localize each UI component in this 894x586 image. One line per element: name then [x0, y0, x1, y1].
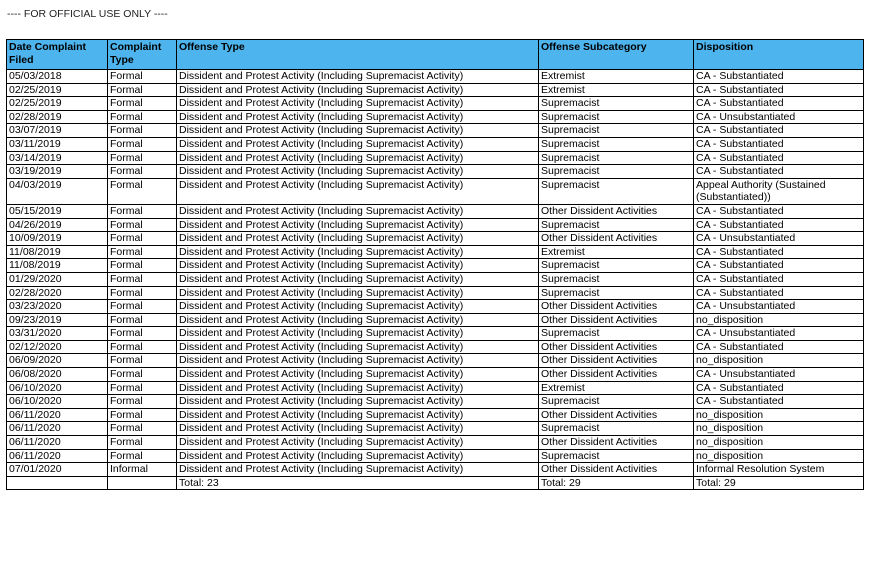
date-filed-cell: 06/10/2020: [7, 395, 108, 409]
disposition-cell: no_disposition: [694, 313, 864, 327]
offense-type-cell: Dissident and Protest Activity (Including Supremacist Activity): [177, 97, 539, 111]
offense-type-cell: Dissident and Protest Activity (Including Supremacist Activity): [177, 272, 539, 286]
table-row: [7, 340, 864, 354]
complaint-type-cell: Formal: [108, 259, 177, 273]
date-filed-cell: 03/11/2019: [7, 137, 108, 151]
complaint-type-cell: Formal: [108, 354, 177, 368]
complaint-type-cell: Formal: [108, 381, 177, 395]
complaint-type-cell: Formal: [108, 327, 177, 341]
disposition-cell: no_disposition: [694, 422, 864, 436]
offense-subcategory-cell: Other Dissident Activities: [539, 340, 694, 354]
date-filed-cell: 05/03/2018: [7, 70, 108, 84]
disposition-cell: CA - Substantiated: [694, 165, 864, 179]
complaint-type-cell: Formal: [108, 340, 177, 354]
date-filed-cell: 06/08/2020: [7, 368, 108, 382]
table-row: [7, 259, 864, 273]
offense-subcategory-cell: Supremacist: [539, 449, 694, 463]
date-filed-cell: 02/28/2020: [7, 286, 108, 300]
date-filed-cell: 06/11/2020: [7, 436, 108, 450]
header-disposition: Disposition: [694, 40, 864, 70]
complaint-type-cell: Formal: [108, 368, 177, 382]
table-row: [7, 218, 864, 232]
offense-subcategory-cell: Other Dissident Activities: [539, 368, 694, 382]
disposition-cell: no_disposition: [694, 436, 864, 450]
table-row: [7, 232, 864, 246]
offense-subcategory-cell: Supremacist: [539, 165, 694, 179]
offense-subcategory-cell: Supremacist: [539, 286, 694, 300]
table-row: [7, 272, 864, 286]
header-complaint-type: Complaint Type: [108, 40, 177, 70]
disposition-cell: CA - Unsubstantiated: [694, 327, 864, 341]
disposition-cell: CA - Substantiated: [694, 83, 864, 97]
disposition-cell: CA - Substantiated: [694, 245, 864, 259]
complaint-type-cell: Formal: [108, 70, 177, 84]
disposition-cell: Appeal Authority (Sustained (Substantiated)): [694, 178, 864, 204]
offense-subcategory-cell: Supremacist: [539, 259, 694, 273]
complaint-type-cell: Formal: [108, 83, 177, 97]
disposition-cell: CA - Substantiated: [694, 340, 864, 354]
table-row: [7, 300, 864, 314]
complaint-type-cell: Formal: [108, 395, 177, 409]
offense-type-cell: Dissident and Protest Activity (Including Supremacist Activity): [177, 178, 539, 204]
date-filed-cell: 06/09/2020: [7, 354, 108, 368]
offense-subcategory-cell: Supremacist: [539, 395, 694, 409]
date-filed-cell: 01/29/2020: [7, 272, 108, 286]
disposition-cell: CA - Substantiated: [694, 259, 864, 273]
table-row: [7, 408, 864, 422]
complaint-type-cell: Formal: [108, 124, 177, 138]
offense-type-cell: Dissident and Protest Activity (Including Supremacist Activity): [177, 137, 539, 151]
table-row: [7, 204, 864, 218]
table-row: [7, 436, 864, 450]
disposition-cell: CA - Substantiated: [694, 395, 864, 409]
date-filed-cell: 02/12/2020: [7, 340, 108, 354]
complaint-type-cell: Formal: [108, 204, 177, 218]
date-filed-cell: 06/11/2020: [7, 449, 108, 463]
table-row: [7, 422, 864, 436]
offense-type-cell: Dissident and Protest Activity (Including Supremacist Activity): [177, 436, 539, 450]
date-filed-cell: 03/23/2020: [7, 300, 108, 314]
offense-type-cell: Dissident and Protest Activity (Including Supremacist Activity): [177, 340, 539, 354]
offense-type-cell: Dissident and Protest Activity (Including Supremacist Activity): [177, 245, 539, 259]
offense-type-cell: Dissident and Protest Activity (Including Supremacist Activity): [177, 368, 539, 382]
offense-subcategory-cell: Supremacist: [539, 422, 694, 436]
disposition-cell: CA - Substantiated: [694, 272, 864, 286]
offense-subcategory-cell: Supremacist: [539, 137, 694, 151]
header-offense-subcategory: Offense Subcategory: [539, 40, 694, 70]
complaint-type-cell: Formal: [108, 449, 177, 463]
table-body: [7, 70, 864, 477]
offense-type-cell: Dissident and Protest Activity (Including Supremacist Activity): [177, 313, 539, 327]
complaint-type-cell: Formal: [108, 110, 177, 124]
offense-subcategory-cell: Supremacist: [539, 178, 694, 204]
complaint-type-cell: Formal: [108, 245, 177, 259]
table-row: [7, 327, 864, 341]
offense-type-cell: Dissident and Protest Activity (Including Supremacist Activity): [177, 232, 539, 246]
complaint-type-cell: Formal: [108, 286, 177, 300]
date-filed-cell: 03/19/2019: [7, 165, 108, 179]
offense-type-cell: Dissident and Protest Activity (Including Supremacist Activity): [177, 300, 539, 314]
date-filed-cell: 03/14/2019: [7, 151, 108, 165]
date-filed-cell: 10/09/2019: [7, 232, 108, 246]
date-filed-cell: 04/03/2019: [7, 178, 108, 204]
table-row: [7, 286, 864, 300]
header-offense-type: Offense Type: [177, 40, 539, 70]
offense-subcategory-cell: Other Dissident Activities: [539, 463, 694, 477]
complaint-type-cell: Formal: [108, 137, 177, 151]
offense-type-cell: Dissident and Protest Activity (Including Supremacist Activity): [177, 259, 539, 273]
offense-subcategory-cell: Supremacist: [539, 124, 694, 138]
offense-type-cell: Dissident and Protest Activity (Including Supremacist Activity): [177, 110, 539, 124]
offense-subcategory-cell: Supremacist: [539, 97, 694, 111]
disposition-cell: CA - Unsubstantiated: [694, 300, 864, 314]
table-row: [7, 151, 864, 165]
complaint-type-cell: Formal: [108, 165, 177, 179]
date-filed-cell: 07/01/2020: [7, 463, 108, 477]
totals-disposition-cell: Total: 29: [694, 476, 864, 490]
complaint-type-cell: Formal: [108, 436, 177, 450]
date-filed-cell: 02/25/2019: [7, 83, 108, 97]
table-row: [7, 354, 864, 368]
table-row: [7, 313, 864, 327]
offense-subcategory-cell: Extremist: [539, 70, 694, 84]
disposition-cell: no_disposition: [694, 354, 864, 368]
offense-subcategory-cell: Supremacist: [539, 110, 694, 124]
date-filed-cell: 11/08/2019: [7, 259, 108, 273]
complaint-type-cell: Formal: [108, 232, 177, 246]
offense-type-cell: Dissident and Protest Activity (Including Supremacist Activity): [177, 151, 539, 165]
complaint-type-cell: Formal: [108, 313, 177, 327]
offense-subcategory-cell: Supremacist: [539, 151, 694, 165]
table-row: [7, 83, 864, 97]
table-row: [7, 137, 864, 151]
offense-type-cell: Dissident and Protest Activity (Including Supremacist Activity): [177, 204, 539, 218]
offense-subcategory-cell: Other Dissident Activities: [539, 354, 694, 368]
disposition-cell: no_disposition: [694, 449, 864, 463]
date-filed-cell: 06/10/2020: [7, 381, 108, 395]
offense-type-cell: Dissident and Protest Activity (Including Supremacist Activity): [177, 381, 539, 395]
disposition-cell: CA - Unsubstantiated: [694, 368, 864, 382]
date-filed-cell: 03/31/2020: [7, 327, 108, 341]
offense-subcategory-cell: Other Dissident Activities: [539, 313, 694, 327]
offense-type-cell: Dissident and Protest Activity (Including Supremacist Activity): [177, 463, 539, 477]
offense-type-cell: Dissident and Protest Activity (Including Supremacist Activity): [177, 286, 539, 300]
offense-type-cell: Dissident and Protest Activity (Including Supremacist Activity): [177, 165, 539, 179]
totals-row: [7, 476, 864, 490]
offense-subcategory-cell: Other Dissident Activities: [539, 408, 694, 422]
table-row: [7, 449, 864, 463]
offense-subcategory-cell: Other Dissident Activities: [539, 204, 694, 218]
complaint-type-cell: Formal: [108, 178, 177, 204]
complaint-type-cell: Formal: [108, 97, 177, 111]
offense-subcategory-cell: Extremist: [539, 381, 694, 395]
offense-subcategory-cell: Other Dissident Activities: [539, 436, 694, 450]
totals-offense-cell: Total: 23: [177, 476, 539, 490]
date-filed-cell: 11/08/2019: [7, 245, 108, 259]
table-row: [7, 395, 864, 409]
disposition-cell: CA - Substantiated: [694, 218, 864, 232]
complaint-type-cell: Formal: [108, 218, 177, 232]
offense-type-cell: Dissident and Protest Activity (Including Supremacist Activity): [177, 422, 539, 436]
offense-subcategory-cell: Supremacist: [539, 272, 694, 286]
disposition-cell: CA - Substantiated: [694, 151, 864, 165]
complaint-type-cell: Formal: [108, 422, 177, 436]
offense-subcategory-cell: Extremist: [539, 245, 694, 259]
offense-type-cell: Dissident and Protest Activity (Including Supremacist Activity): [177, 83, 539, 97]
date-filed-cell: 04/26/2019: [7, 218, 108, 232]
offense-subcategory-cell: Supremacist: [539, 218, 694, 232]
offense-subcategory-cell: Supremacist: [539, 327, 694, 341]
table-row: [7, 70, 864, 84]
complaint-type-cell: Informal: [108, 463, 177, 477]
table-row: [7, 463, 864, 477]
complaint-type-cell: Formal: [108, 300, 177, 314]
offense-type-cell: Dissident and Protest Activity (Including Supremacist Activity): [177, 70, 539, 84]
disposition-cell: CA - Substantiated: [694, 286, 864, 300]
date-filed-cell: 06/11/2020: [7, 422, 108, 436]
offense-type-cell: Dissident and Protest Activity (Including Supremacist Activity): [177, 354, 539, 368]
date-filed-cell: 03/07/2019: [7, 124, 108, 138]
table-row: [7, 368, 864, 382]
disposition-cell: CA - Unsubstantiated: [694, 110, 864, 124]
disposition-cell: Informal Resolution System: [694, 463, 864, 477]
table-row: [7, 110, 864, 124]
date-filed-cell: 06/11/2020: [7, 408, 108, 422]
table-row: [7, 381, 864, 395]
offense-type-cell: Dissident and Protest Activity (Including Supremacist Activity): [177, 124, 539, 138]
table-row: [7, 97, 864, 111]
offense-type-cell: Dissident and Protest Activity (Including Supremacist Activity): [177, 218, 539, 232]
disposition-cell: CA - Unsubstantiated: [694, 232, 864, 246]
complaints-table: [6, 39, 864, 490]
date-filed-cell: 02/25/2019: [7, 97, 108, 111]
complaint-type-cell: Formal: [108, 408, 177, 422]
offense-type-cell: Dissident and Protest Activity (Including Supremacist Activity): [177, 408, 539, 422]
offense-subcategory-cell: Other Dissident Activities: [539, 232, 694, 246]
totals-subcategory-cell: Total: 29: [539, 476, 694, 490]
totals-type-cell: [108, 476, 177, 490]
classification-marking: ---- FOR OFFICIAL USE ONLY ----: [7, 8, 168, 20]
table-row: [7, 165, 864, 179]
disposition-cell: CA - Substantiated: [694, 381, 864, 395]
disposition-cell: no_disposition: [694, 408, 864, 422]
complaint-type-cell: Formal: [108, 151, 177, 165]
offense-type-cell: Dissident and Protest Activity (Including Supremacist Activity): [177, 327, 539, 341]
date-filed-cell: 05/15/2019: [7, 204, 108, 218]
table-row: [7, 124, 864, 138]
disposition-cell: CA - Substantiated: [694, 204, 864, 218]
complaint-type-cell: Formal: [108, 272, 177, 286]
date-filed-cell: 02/28/2019: [7, 110, 108, 124]
disposition-cell: CA - Substantiated: [694, 97, 864, 111]
date-filed-cell: 09/23/2019: [7, 313, 108, 327]
table-row: [7, 245, 864, 259]
offense-type-cell: Dissident and Protest Activity (Including Supremacist Activity): [177, 449, 539, 463]
disposition-cell: CA - Substantiated: [694, 137, 864, 151]
table-row: [7, 178, 864, 204]
header-date-filed: Date Complaint Filed: [7, 40, 108, 70]
offense-subcategory-cell: Other Dissident Activities: [539, 300, 694, 314]
table-header-row: [7, 40, 864, 70]
disposition-cell: CA - Substantiated: [694, 124, 864, 138]
offense-type-cell: Dissident and Protest Activity (Including Supremacist Activity): [177, 395, 539, 409]
totals-date-cell: [7, 476, 108, 490]
offense-subcategory-cell: Extremist: [539, 83, 694, 97]
disposition-cell: CA - Substantiated: [694, 70, 864, 84]
